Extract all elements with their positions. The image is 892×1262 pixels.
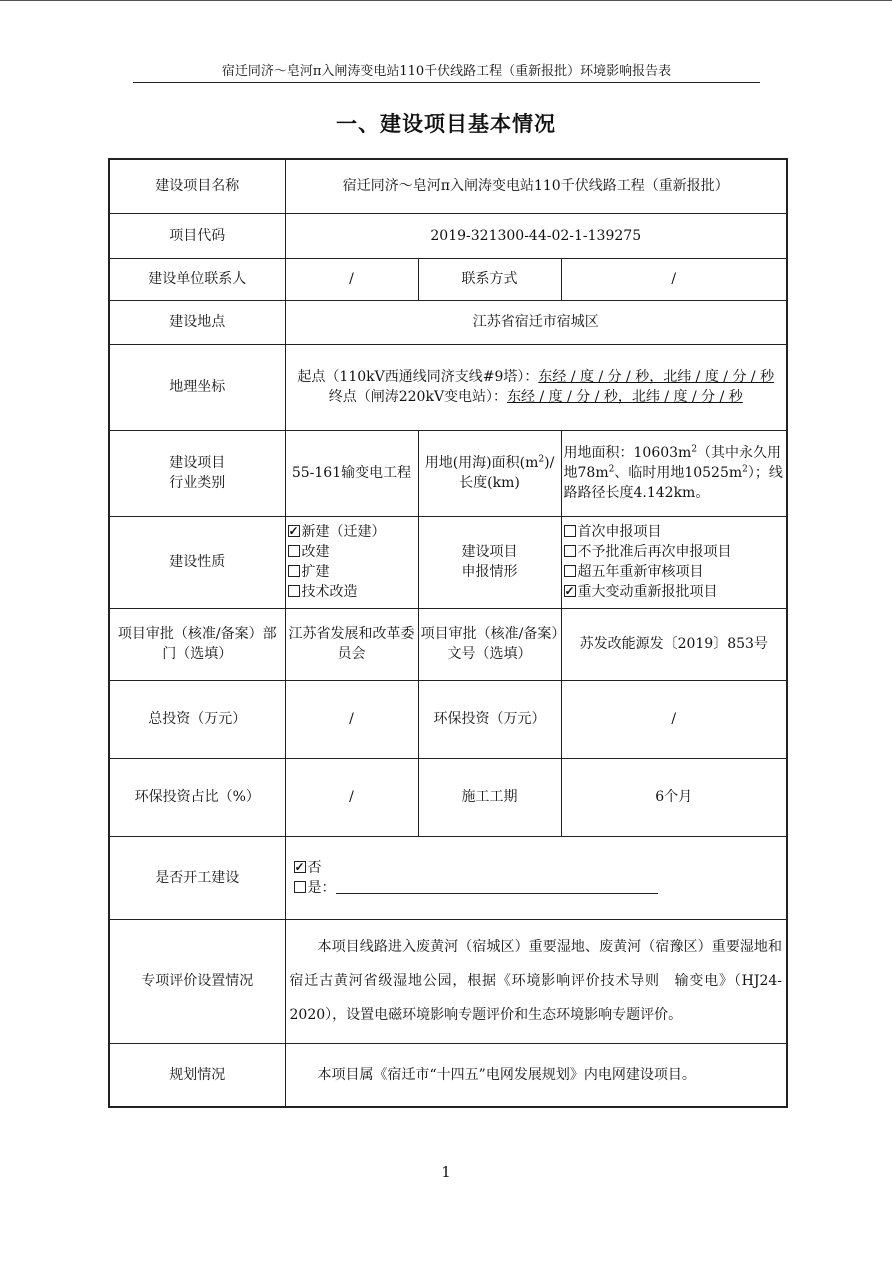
- value-project-name: 宿迁同济～皂河π入闸涛变电站110千伏线路工程（重新报批）: [285, 159, 787, 213]
- area-sup1: 2: [691, 444, 698, 455]
- row-investment: [109, 680, 787, 758]
- row-special-evaluation: [109, 919, 787, 1043]
- started-option-label: 是：: [307, 879, 336, 896]
- row-started: [109, 836, 787, 919]
- label-application-type: [418, 516, 561, 608]
- application-options: [561, 516, 787, 608]
- label-approval-number: 项目审批（核准/备案）文号（选填）: [418, 608, 561, 680]
- row-planning: [109, 1043, 787, 1107]
- area-a: 用地面积：10603m: [563, 445, 692, 461]
- label-planning: 规划情况: [109, 1043, 285, 1107]
- label-project-name: 建设项目名称: [109, 159, 285, 213]
- application-option-label: 重大变动重新报批项目: [577, 584, 718, 600]
- row-coordinates: [109, 344, 787, 430]
- header-rule: [133, 82, 760, 83]
- checkbox-icon[interactable]: [564, 545, 576, 557]
- label-coordinates: 地理坐标: [109, 344, 285, 430]
- started-options: [285, 836, 787, 919]
- top-border: [0, 0, 892, 1]
- label-location: 建设地点: [109, 300, 285, 344]
- coord-end-value: 东经 / 度 / 分 / 秒，北纬 / 度 / 分 / 秒: [507, 389, 743, 405]
- area-sup2: 2: [608, 464, 615, 475]
- nature-options: [285, 516, 418, 608]
- label-env-investment: 环保投资（万元）: [418, 680, 561, 758]
- row-contact: [109, 258, 787, 300]
- value-total-investment: /: [285, 680, 418, 758]
- section-title: 一、建设项目基本情况: [336, 112, 556, 136]
- project-info-table: [108, 158, 788, 1108]
- started-option-no[interactable]: [294, 858, 785, 878]
- nature-option-label: 技术改造: [301, 584, 358, 600]
- checkbox-icon[interactable]: [288, 585, 300, 597]
- nature-option-label: 改建: [301, 544, 330, 560]
- area-sup3: 2: [742, 464, 748, 475]
- area-d: ）；线路路径长度4.142km。: [563, 465, 783, 501]
- value-approval-dept: 江苏省发展和改革委员会: [285, 608, 418, 680]
- coord-end-prefix: 终点（闸涛220kV变电站）：: [328, 389, 508, 405]
- label-industry: [109, 430, 285, 516]
- row-project-code: [109, 213, 787, 258]
- coord-end: [288, 387, 785, 407]
- value-env-ratio: /: [285, 758, 418, 836]
- label-started: 是否开工建设: [109, 836, 285, 919]
- checkbox-icon[interactable]: [564, 585, 576, 597]
- label-application-type-line2: 申报情形: [461, 564, 518, 580]
- coord-start: [288, 367, 785, 387]
- started-option-label: 否: [307, 859, 322, 876]
- application-option-label: 超五年重新审核项目: [577, 564, 704, 580]
- row-ratio: [109, 758, 787, 836]
- value-construction-period: 6个月: [561, 758, 787, 836]
- label-total-investment: 总投资（万元）: [109, 680, 285, 758]
- coord-start-prefix: 起点（110kV西通线同济支线#9塔）：: [297, 369, 539, 385]
- label-contact-person: 建设单位联系人: [109, 258, 285, 300]
- checkbox-icon[interactable]: [564, 525, 576, 537]
- label-industry-line1: 建设项目: [169, 455, 226, 471]
- value-coordinates: [285, 344, 787, 430]
- special-evaluation-text: 本项目线路进入废黄河（宿城区）重要湿地、废黄河（宿豫区）重要湿地和宿迁古黄河省级湿地公园，根据《环境影响评价技术导则 输变电》（HJ24-2020），设置电磁环境影响专题评价和生态环境影响专题评价。: [289, 939, 783, 1023]
- value-special-evaluation: [285, 919, 787, 1043]
- label-land-area-a: 用地(用海)面积(m: [424, 455, 539, 471]
- area-b: （其中永久用地78m: [563, 445, 782, 481]
- checkbox-icon[interactable]: [288, 545, 300, 557]
- value-approval-number: 苏发改能源发〔2019〕853号: [561, 608, 787, 680]
- label-construction-period: 施工工期: [418, 758, 561, 836]
- value-contact-method: /: [561, 258, 787, 300]
- nature-option-tech[interactable]: [288, 582, 416, 602]
- planning-text: 本项目属《宿迁市“十四五”电网发展规划》内电网建设项目。: [317, 1066, 696, 1083]
- label-land-area-b: )/长度(km): [459, 455, 555, 491]
- row-project-name: [109, 159, 787, 213]
- page-number: 1: [441, 1163, 451, 1181]
- value-industry: 55-161输变电工程: [285, 430, 418, 516]
- nature-option-rebuild[interactable]: [288, 542, 416, 562]
- application-option-five-years[interactable]: [564, 562, 785, 582]
- label-project-code: 项目代码: [109, 213, 285, 258]
- application-option-first[interactable]: [564, 522, 785, 542]
- checkbox-icon[interactable]: [294, 861, 306, 873]
- row-nature: [109, 516, 787, 608]
- area-c: 、临时用地10525m: [614, 465, 743, 481]
- started-blank-line[interactable]: [336, 879, 658, 894]
- checkbox-icon[interactable]: [294, 881, 306, 893]
- application-option-label: 首次申报项目: [577, 524, 662, 540]
- nature-option-label: 新建（迁建）: [301, 524, 386, 540]
- value-land-area: [561, 430, 787, 516]
- checkbox-icon[interactable]: [288, 565, 300, 577]
- checkbox-icon[interactable]: [564, 565, 576, 577]
- label-special-evaluation: 专项评价设置情况: [109, 919, 285, 1043]
- label-land-area: [418, 430, 561, 516]
- label-env-ratio: 环保投资占比（%）: [109, 758, 285, 836]
- checkbox-icon[interactable]: [288, 525, 300, 537]
- value-contact-person: /: [285, 258, 418, 300]
- label-approval-dept: 项目审批（核准/备案）部门（选填）: [109, 608, 285, 680]
- nature-option-expand[interactable]: [288, 562, 416, 582]
- started-option-yes[interactable]: [294, 878, 785, 898]
- row-location: [109, 300, 787, 344]
- nature-option-new[interactable]: [288, 522, 416, 542]
- value-location: 江苏省宿迁市宿城区: [285, 300, 787, 344]
- label-application-type-line1: 建设项目: [461, 544, 518, 560]
- nature-option-label: 扩建: [301, 564, 330, 580]
- label-contact-method: 联系方式: [418, 258, 561, 300]
- document-header: 宿迁同济～皂河π入闸涛变电站110千伏线路工程（重新报批）环境影响报告表: [221, 64, 672, 79]
- row-approval: [109, 608, 787, 680]
- label-nature: 建设性质: [109, 516, 285, 608]
- application-option-reapply[interactable]: [564, 542, 785, 562]
- coord-start-value: 东经 / 度 / 分 / 秒，北纬 / 度 / 分 / 秒: [538, 369, 775, 385]
- application-option-major-change[interactable]: [564, 582, 785, 602]
- value-env-investment: /: [561, 680, 787, 758]
- row-industry: [109, 430, 787, 516]
- value-planning: [285, 1043, 787, 1107]
- application-option-label: 不予批准后再次申报项目: [577, 544, 732, 560]
- label-land-area-sup: 2: [538, 454, 545, 465]
- value-project-code: 2019-321300-44-02-1-139275: [285, 213, 787, 258]
- label-industry-line2: 行业类别: [169, 475, 226, 491]
